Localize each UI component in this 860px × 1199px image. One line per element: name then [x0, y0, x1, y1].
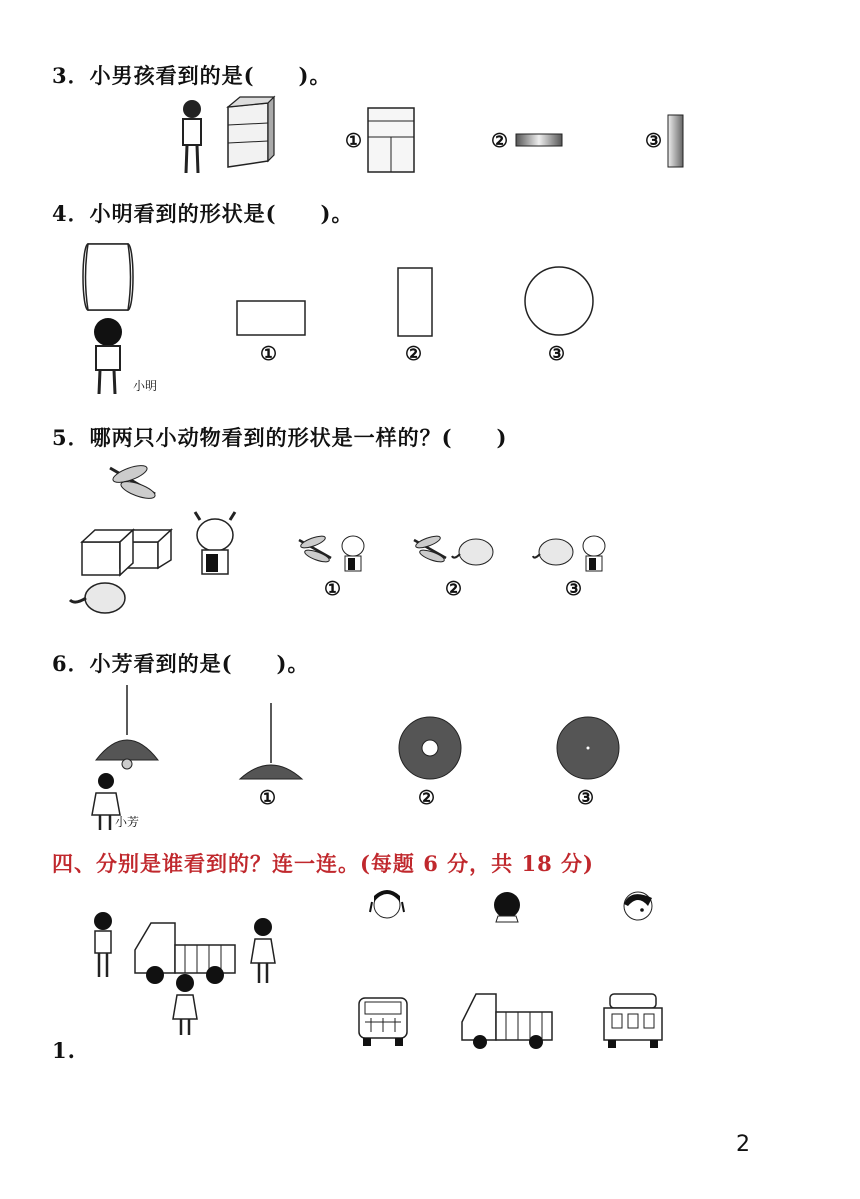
page-number: 2: [736, 1132, 750, 1157]
q5-option-3-label: ③: [565, 578, 583, 600]
child-face-2[interactable]: [490, 888, 524, 922]
question-6-text: 6．小芳看到的是( )。: [52, 651, 310, 676]
section-4-title: 四、分别是谁看到的？连一连。(每题 6 分，共 18 分): [52, 851, 594, 876]
q5-option-3-elephant-and-cow: [532, 530, 617, 575]
q5-option-1-dragonfly-and-cow: [295, 530, 375, 575]
q6-option-3-lamp-top: [556, 716, 620, 780]
q3-option-3-label: ③: [645, 130, 663, 152]
q5-option-1-label: ①: [324, 578, 342, 600]
q4-option-3-label: ③: [548, 343, 566, 365]
truck-back-view[interactable]: [600, 990, 666, 1050]
q3-option-1-cabinet-front: [367, 107, 415, 173]
q3-option-1-label: ①: [345, 130, 363, 152]
child-face-3[interactable]: [618, 886, 658, 926]
q3-option-2-cabinet-top: [515, 133, 563, 147]
q6-option-2-label: ②: [418, 787, 436, 809]
boy-and-cabinet-illustration: [170, 95, 280, 185]
q6-option-1-lamp-side: [238, 703, 304, 781]
truck-and-children-illustration: [85, 905, 290, 1040]
q6-option-1-label: ①: [259, 787, 277, 809]
xiaofang-label: 小芳: [115, 815, 140, 829]
q5-option-2-dragonfly-and-elephant: [410, 530, 500, 575]
question-3-text: 3．小男孩看到的是( )。: [52, 63, 332, 88]
question-5-text: 5．哪两只小动物看到的形状是一样的？( ): [52, 425, 508, 450]
truck-side-view[interactable]: [458, 990, 556, 1050]
q6-option-3-label: ③: [577, 787, 595, 809]
q3-option-2-label: ②: [491, 130, 509, 152]
child-face-1[interactable]: [370, 888, 404, 922]
cylinder-and-xiaoming-illustration: [80, 240, 140, 400]
section-4-item-1-number: 1.: [52, 1038, 76, 1063]
truck-front-view[interactable]: [355, 992, 411, 1048]
q6-option-2-lamp-bottom: [398, 716, 462, 780]
q3-option-3-cabinet-side: [667, 114, 685, 168]
q4-option-2-rectangle-vertical: [397, 267, 433, 337]
q4-option-3-circle: [524, 266, 594, 336]
q4-option-1-rectangle-horizontal: [236, 300, 306, 336]
xiaoming-label: 小明: [133, 379, 158, 393]
q4-option-1-label: ①: [260, 343, 278, 365]
q4-option-2-label: ②: [405, 343, 423, 365]
q5-option-2-label: ②: [445, 578, 463, 600]
question-4-text: 4．小明看到的形状是( )。: [52, 201, 354, 226]
cubes-and-animals-illustration: [60, 460, 250, 625]
